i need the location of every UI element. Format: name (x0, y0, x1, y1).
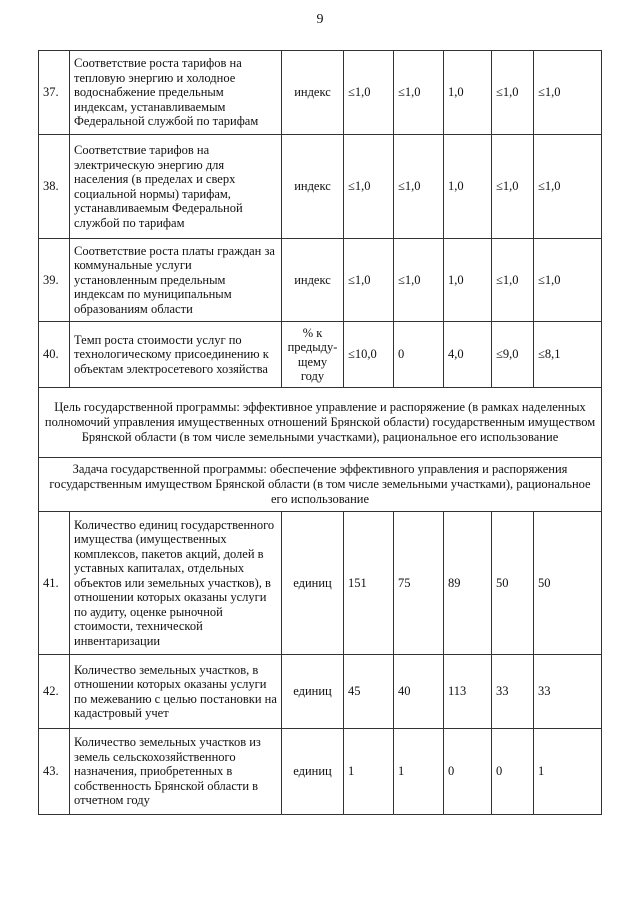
value-cell: 1,0 (444, 239, 492, 322)
table-row (39, 51, 602, 135)
indicator-name: Соответствие роста тарифов на тепловую энергию и холодное водоснабжение предельным индексам, устанавливаемым Федеральной службой по тарифам (70, 51, 282, 135)
value-cell: ≤1,0 (492, 135, 534, 239)
section-row (39, 458, 602, 512)
value-cell: 0 (444, 729, 492, 815)
indicator-unit: единиц (282, 729, 344, 815)
row-number: 42. (39, 655, 70, 729)
value-cell: ≤1,0 (534, 51, 602, 135)
indicator-unit: % к предыду-щему году (282, 322, 344, 388)
indicator-unit: единиц (282, 512, 344, 655)
value-cell: ≤8,1 (534, 322, 602, 388)
value-cell: ≤1,0 (394, 239, 444, 322)
value-cell: ≤10,0 (344, 322, 394, 388)
indicator-unit: единиц (282, 655, 344, 729)
table-row (39, 135, 602, 239)
value-cell: ≤1,0 (492, 51, 534, 135)
table-row (39, 322, 602, 388)
indicator-unit: индекс (282, 239, 344, 322)
value-cell: 0 (492, 729, 534, 815)
indicators-table (38, 50, 602, 815)
indicator-name: Количество земельных участков, в отношении которых оказаны услуги по межеванию с целью постановки на кадастровый учет (70, 655, 282, 729)
table-row (39, 655, 602, 729)
value-cell: 151 (344, 512, 394, 655)
value-cell: 45 (344, 655, 394, 729)
value-cell: 50 (534, 512, 602, 655)
row-number: 39. (39, 239, 70, 322)
value-cell: 33 (534, 655, 602, 729)
value-cell: ≤1,0 (534, 239, 602, 322)
value-cell: ≤1,0 (394, 51, 444, 135)
table-row (39, 512, 602, 655)
row-number: 37. (39, 51, 70, 135)
table-row (39, 729, 602, 815)
value-cell: 33 (492, 655, 534, 729)
value-cell: 1 (394, 729, 444, 815)
value-cell: 75 (394, 512, 444, 655)
value-cell: 1,0 (444, 135, 492, 239)
value-cell: 89 (444, 512, 492, 655)
value-cell: ≤1,0 (344, 51, 394, 135)
indicator-name: Количество земельных участков из земель сельскохозяйственного назначения, приобретенных в собственность Брянской области в отчетном году (70, 729, 282, 815)
indicator-unit: индекс (282, 135, 344, 239)
value-cell: 1 (344, 729, 394, 815)
value-cell: 1,0 (444, 51, 492, 135)
indicator-name: Количество единиц государственного имущества (имущественных комплексов, пакетов акций, долей в уставных капиталах, отдельных объектов или земельных участков), в отношении которых оказаны услуги по аудиту, оценке рыночной стоимости, технической инвентаризации (70, 512, 282, 655)
value-cell: ≤1,0 (344, 135, 394, 239)
program-goal: Цель государственной программы: эффективное управление и распоряжение (в рамках наделенных полномочий управления имущественных отношений Брянской области) государственным имуществом Брянской области (в том числе земельными участками), рациональное его использование (39, 388, 602, 458)
program-task: Задача государственной программы: обеспечение эффективного управления и распоряжения государственным имуществом Брянской области (в том числе земельными участками), рациональное его использование (39, 458, 602, 512)
row-number: 41. (39, 512, 70, 655)
row-number: 38. (39, 135, 70, 239)
section-row (39, 388, 602, 458)
value-cell: ≤9,0 (492, 322, 534, 388)
page-number: 9 (316, 12, 324, 27)
table-row (39, 239, 602, 322)
value-cell: 40 (394, 655, 444, 729)
value-cell: 0 (394, 322, 444, 388)
indicator-name: Соответствие роста платы граждан за коммунальные услуги установленным предельным индексам по муниципальным образованиям области (70, 239, 282, 322)
row-number: 40. (39, 322, 70, 388)
value-cell: ≤1,0 (394, 135, 444, 239)
value-cell: 50 (492, 512, 534, 655)
row-number: 43. (39, 729, 70, 815)
value-cell: ≤1,0 (534, 135, 602, 239)
value-cell: ≤1,0 (492, 239, 534, 322)
value-cell: 4,0 (444, 322, 492, 388)
indicator-name: Темп роста стоимости услуг по технологическому присоединению к объектам электросетевого хозяйства (70, 322, 282, 388)
value-cell: 113 (444, 655, 492, 729)
indicator-unit: индекс (282, 51, 344, 135)
indicator-name: Соответствие тарифов на электрическую энергию для населения (в пределах и сверх социальной нормы) тарифам, устанавливаемым Федеральной службой по тарифам (70, 135, 282, 239)
value-cell: 1 (534, 729, 602, 815)
value-cell: ≤1,0 (344, 239, 394, 322)
